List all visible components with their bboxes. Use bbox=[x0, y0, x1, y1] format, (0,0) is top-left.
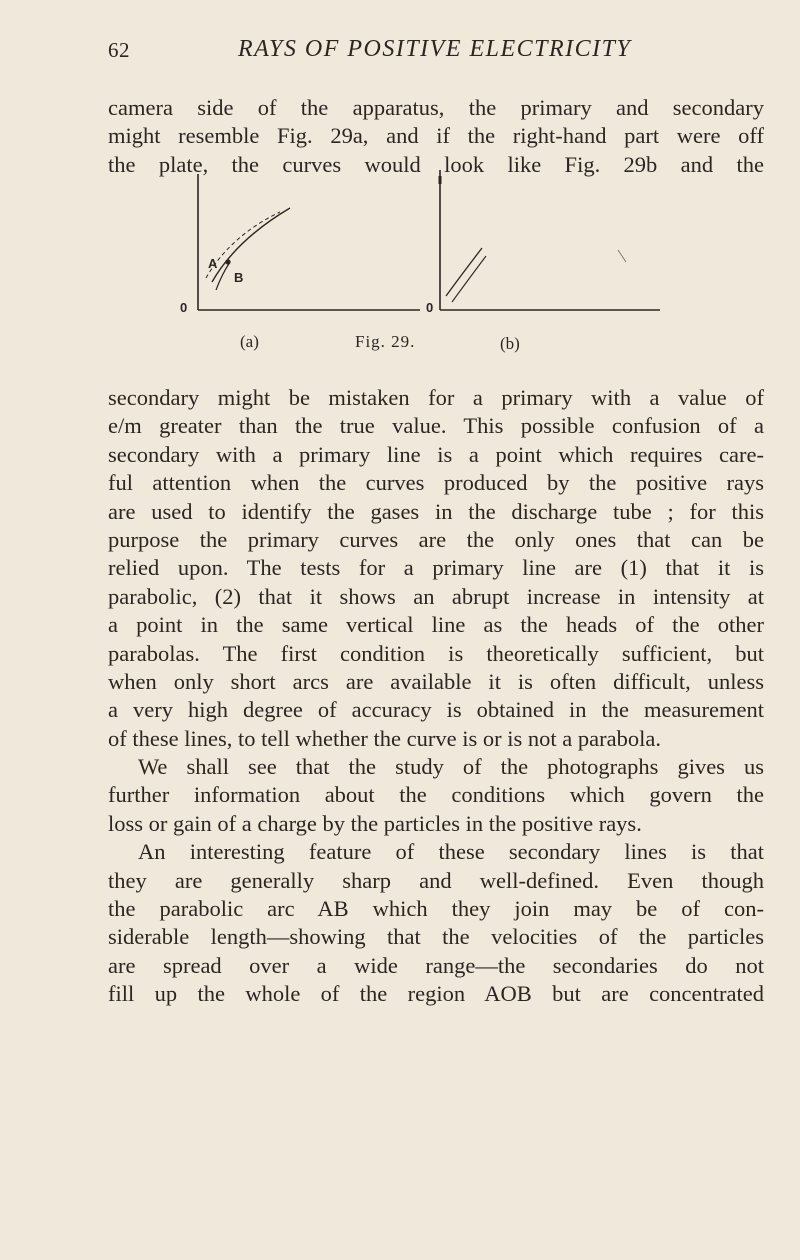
figure-29-drawing bbox=[150, 170, 690, 380]
panel-a-point-b-dot bbox=[225, 259, 230, 264]
text-line: might resemble Fig. 29a, and if the right-hand part were off bbox=[108, 123, 764, 149]
point-b-label: B bbox=[234, 270, 244, 285]
panel-b-primary-curve bbox=[446, 248, 482, 296]
text-line: are used to identify the gases in the discharge tube ; for this bbox=[108, 498, 764, 524]
point-a-label: A bbox=[208, 256, 218, 271]
text-line: camera side of the apparatus, the primary and secondary bbox=[108, 95, 764, 120]
text-line: An interesting feature of these secondary lines is that bbox=[138, 839, 764, 865]
panel-b-faint-mark bbox=[618, 250, 626, 262]
figure-caption: Fig. 29. bbox=[355, 332, 416, 351]
text-line: parabolic, (2) that it shows an abrupt increase in intensity at bbox=[108, 583, 764, 609]
text-line: further information about the conditions which govern the bbox=[108, 782, 764, 808]
panel-b-secondary-curve bbox=[452, 256, 486, 302]
text-line: fill up the whole of the region AOB but are concentrated bbox=[108, 981, 764, 1007]
paragraph bbox=[108, 838, 764, 1008]
paragraph bbox=[108, 753, 764, 838]
text-line: e/m greater than the true value. This possible confusion of a bbox=[108, 413, 764, 439]
text-line: secondary with a primary line is a point which requires care- bbox=[108, 441, 764, 467]
text-line: a point in the same vertical line as the heads of the other bbox=[108, 612, 764, 638]
text-line: parabolas. The first condition is theoretically sufficient, but bbox=[108, 640, 764, 666]
panel-b-label: (b) bbox=[500, 334, 520, 353]
text-line: siderable length—showing that the velocities of the particles bbox=[108, 924, 764, 950]
text-line: secondary might be mistaken for a primary with a value of bbox=[108, 385, 764, 410]
page-number: 62 bbox=[108, 38, 130, 62]
text-line: the plate, the curves would look like Fig. 29b and the bbox=[108, 151, 764, 177]
text-line: We shall see that the study of the photographs gives us bbox=[138, 754, 764, 780]
panel-a-primary-curve bbox=[212, 208, 290, 282]
figure-29 bbox=[150, 170, 690, 380]
text-line: the parabolic arc AB which they join may be of con- bbox=[108, 896, 764, 922]
paragraph bbox=[108, 384, 764, 753]
text-line: are spread over a wide range—the secondaries do not bbox=[108, 952, 764, 978]
text-line: a very high degree of accuracy is obtained in the measurement bbox=[108, 697, 764, 723]
text-line: ful attention when the curves produced by the positive rays bbox=[108, 470, 764, 496]
text-line: they are generally sharp and well-defined. Even though bbox=[108, 867, 764, 893]
origin-a-label: 0 bbox=[180, 300, 188, 315]
main-text bbox=[108, 384, 764, 1009]
paragraph-before-figure bbox=[108, 94, 764, 179]
running-head: RAYS OF POSITIVE ELECTRICITY bbox=[238, 36, 632, 62]
text-line: relied upon. The tests for a primary line are (1) that it is bbox=[108, 555, 764, 581]
origin-b-label: 0 bbox=[426, 300, 434, 315]
text-line: purpose the primary curves are the only ones that can be bbox=[108, 526, 764, 552]
panel-a-label: (a) bbox=[240, 332, 259, 351]
text-line: when only short arcs are available it is often difficult, unless bbox=[108, 668, 764, 694]
text-line: loss or gain of a charge by the particles in the positive rays. bbox=[108, 810, 642, 836]
text-line: of these lines, to tell whether the curve is or is not a parabola. bbox=[108, 725, 661, 751]
